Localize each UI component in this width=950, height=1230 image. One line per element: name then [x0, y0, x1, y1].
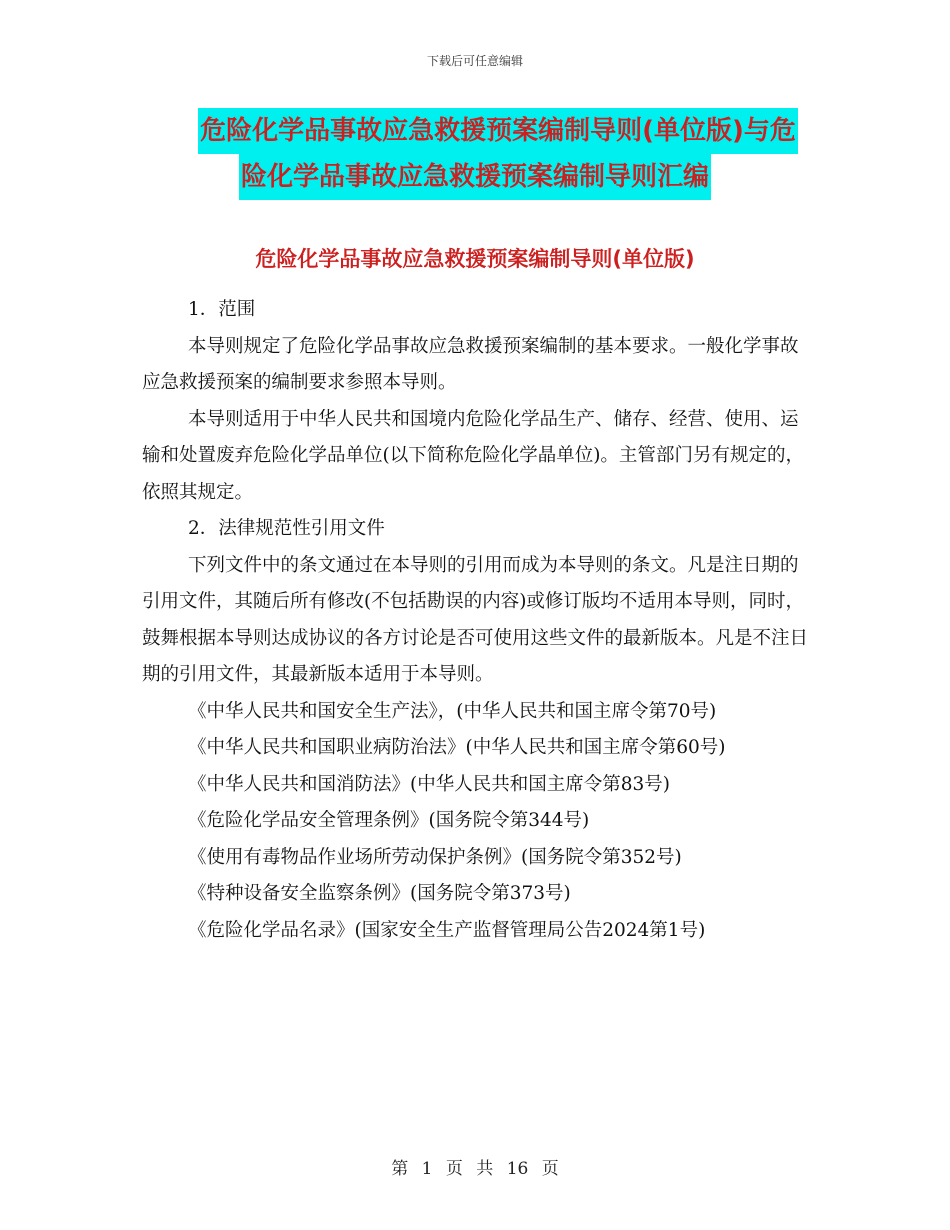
paragraph: 下列文件中的条文通过在本导则的引用而成为本导则的条文。凡是注日期的引用文件，其随后所有修改(不包括勘误的内容)或修订版均不适用本导则，同时，鼓舞根据本导则达成协议的各方讨论是否可使用这些文件的最新版本。凡是不注日期的引用文件，其最新版本适用于本导则。 [142, 554, 809, 685]
document-title [0, 108, 950, 200]
page-unit: 页 [445, 1159, 463, 1179]
section-title: 危险化学品事故应急救援预案编制导则(单位版) [255, 247, 695, 271]
document-title-line-1: 危险化学品事故应急救援预案编制导则(单位版)与危 [198, 108, 798, 154]
total-label: 共 [476, 1159, 494, 1179]
page-label: 第 [391, 1159, 409, 1179]
reference-item: 《危险化学品名录》(国家安全生产监督管理局公告2024第1号) [188, 919, 706, 941]
reference-item: 《中华人民共和国消防法》(中华人民共和国主席令第83号) [188, 773, 670, 795]
reference-item: 《使用有毒物品作业场所劳动保护条例》(国务院令第352号) [188, 846, 682, 868]
heading-references: 2．法律规范性引用文件 [188, 518, 385, 539]
reference-item: 《特种设备安全监察条例》(国务院令第373号) [188, 883, 571, 904]
page-footer [0, 1154, 950, 1179]
reference-item: 《中华人民共和国职业病防治法》(中华人民共和国主席令第60号) [188, 737, 726, 758]
paragraph: 本导则规定了危险化学品事故应急救援预案编制的基本要求。一般化学事故应急救援预案的编制要求参照本导则。 [142, 335, 799, 393]
heading-scope: 1．范围 [188, 299, 256, 320]
reference-item: 《危险化学品安全管理条例》(国务院令第344号) [188, 810, 590, 831]
total-pages: 16 [506, 1159, 529, 1179]
total-unit: 页 [541, 1159, 559, 1179]
document-body [142, 292, 812, 949]
reference-item: 《中华人民共和国安全生产法》，(中华人民共和国主席令第70号) [188, 700, 717, 722]
paragraph: 本导则适用于中华人民共和国境内危险化学品生产、储存、经营、使用、运输和处置废弃危险化学品单位(以下简称危险化学晶单位)。主管部门另有规定的，依照其规定。 [142, 408, 804, 503]
document-title-line-2: 险化学品事故应急救援预案编制导则汇编 [239, 154, 711, 200]
page-number: 1 [421, 1159, 433, 1179]
header-note: 下载后可任意编辑 [426, 54, 523, 68]
